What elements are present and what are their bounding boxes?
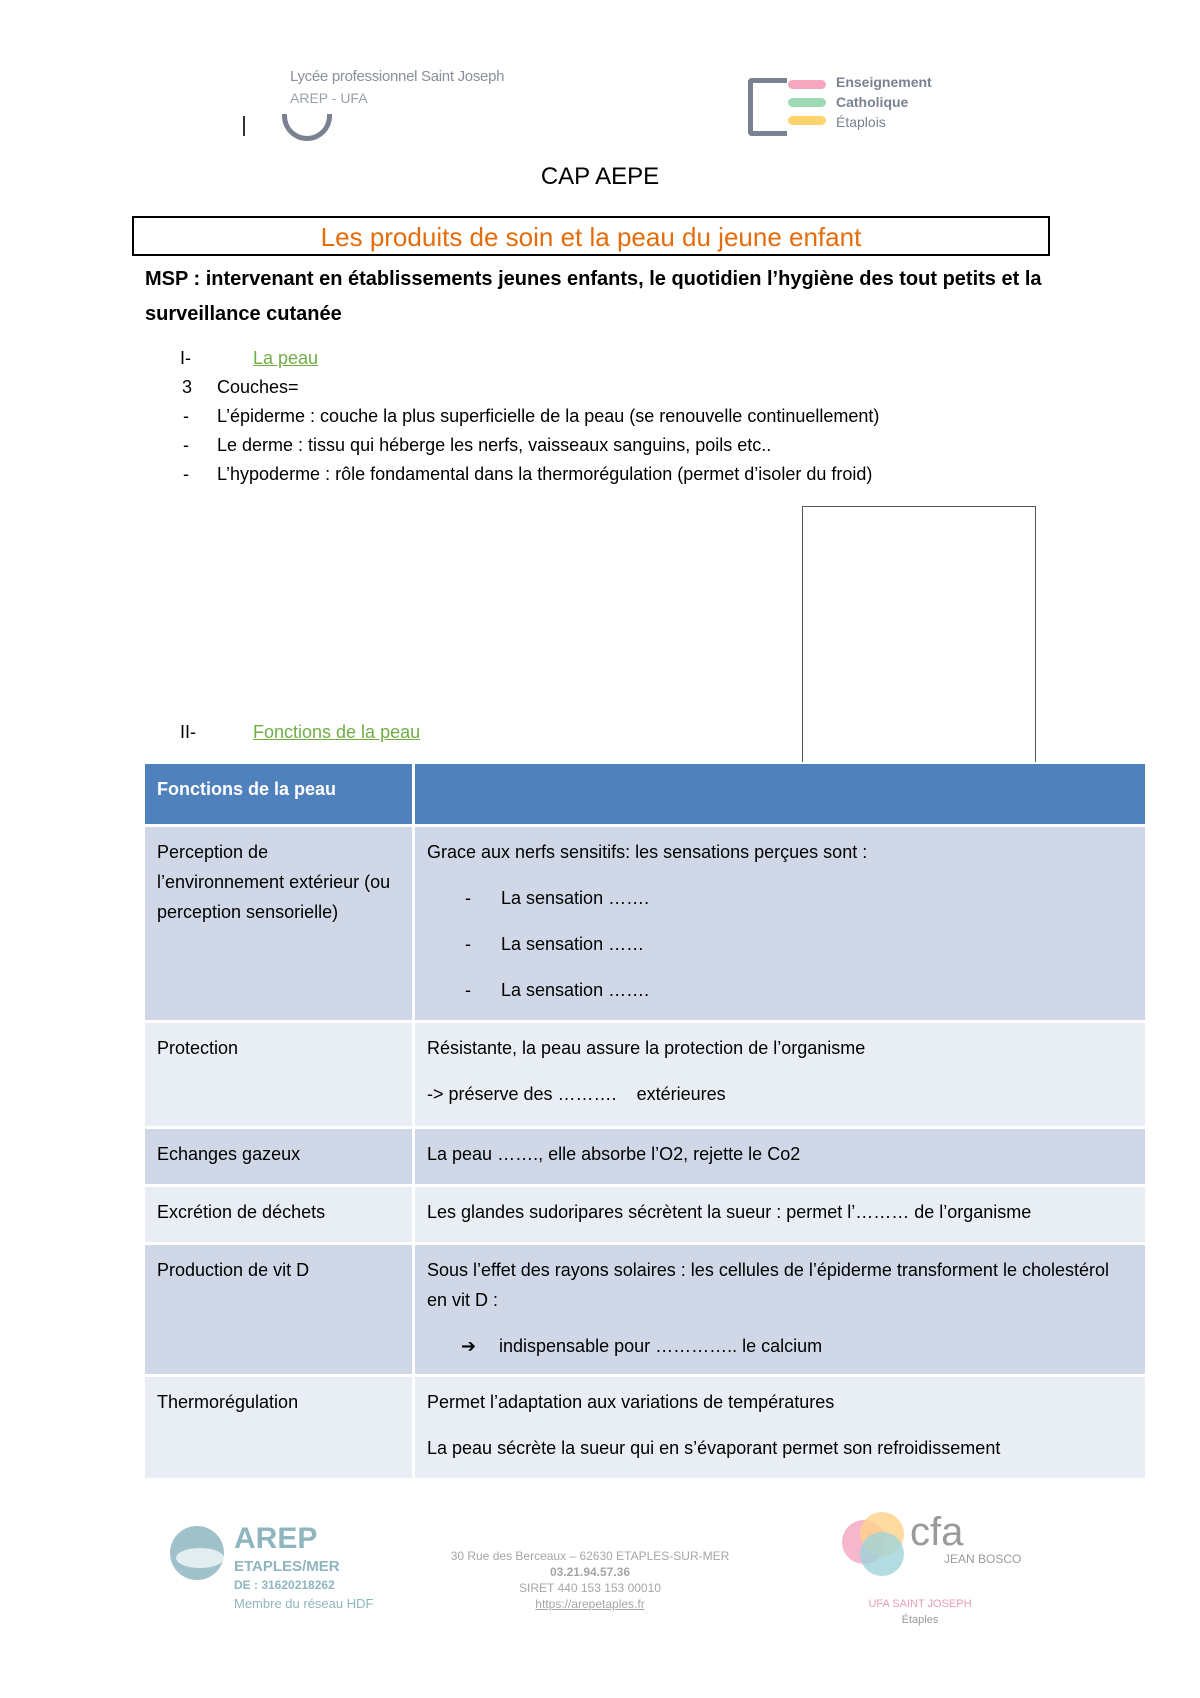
function-description [415,1020,1145,1126]
header-cell-empty [415,764,1145,824]
list-item: - La sensation ……. [427,975,1133,1005]
cfa-sub: JEAN BOSCO [944,1552,1022,1566]
document-title-box [132,216,1050,256]
ufa-name: UFA SAINT JOSEPH [868,1598,972,1610]
network-logo [748,72,948,142]
list-item: - La sensation ……. [427,883,1133,913]
exchanges-line: La peau ……., elle absorbe l’O2, rejette le Co2 [427,1144,801,1164]
layer-dermis: Le derme : tissu qui héberge les nerfs, vaisseaux sanguins, poils etc.. [217,435,772,455]
layers-intro: Couches= [217,377,299,397]
function-name: Production de vit D [145,1242,415,1374]
school-logo-arc-icon [282,114,332,141]
layer-hypodermis: L’hypoderme : rôle fondamental dans la thermorégulation (permet d’isoler du froid) [217,464,873,484]
function-name: Protection [145,1020,415,1126]
network-line-2: Catholique [836,94,909,110]
section2-number: II- [180,722,196,742]
sensation-blank-1: La sensation ……. [501,888,650,908]
text-cursor [243,116,245,136]
protection-line-2: -> préserve des ………. extérieures [427,1084,726,1104]
table-row [145,1126,1145,1184]
vitd-line-2: indispensable pour ………….. le calcium [499,1336,823,1356]
function-description [415,824,1145,1020]
cfa-name: cfa [910,1510,964,1554]
network-line-1: Enseignement [836,74,932,90]
table-row [145,1184,1145,1242]
table-row [145,1020,1145,1126]
function-description [415,1126,1145,1184]
ufa-city: Étaples [901,1614,939,1626]
footer-phone: 03.21.94.57.36 [549,1565,631,1579]
arep-de: DE : 31620218262 [234,1578,335,1592]
sensation-blank-2: La sensation …… [501,934,645,954]
msp-statement: MSP : intervenant en établissements jeunes enfants, le quotidien l’hygiène des tout petits et la surveillance cutanée [145,268,1042,325]
protection-line-1: Résistante, la peau assure la protection de l’organisme [427,1038,866,1058]
cfa-circle-teal-icon [860,1532,904,1576]
layer-epidermis: L’épiderme : couche la plus superficielle de la peau (se renouvelle continuellement) [217,406,880,426]
table-header-row [145,764,1145,824]
wave-yellow-icon [788,116,826,125]
arep-city: ETAPLES/MER [234,1558,340,1575]
skin-diagram-placeholder [802,506,1036,762]
layer-dash: - [183,406,189,426]
vitd-line-1: Sous l’effet des rayons solaires : les cellules de l’épiderme transforment le cholestérol en vit D : [427,1260,1110,1310]
perception-intro: Grace aux nerfs sensitifs: les sensations perçues sont : [427,842,868,862]
function-description [415,1374,1145,1478]
excretion-line: Les glandes sudoripares sécrètent la sueur : permet l’……… de l’organisme [427,1202,1032,1222]
layer-dash: - [183,464,189,484]
layers-count: 3 [182,377,193,397]
footer-website-link[interactable]: https://arepetaples.fr [535,1597,645,1611]
network-line-3: Étaplois [836,114,886,130]
function-description [415,1242,1145,1374]
arep-name: AREP [234,1522,318,1555]
course-title: CAP AEPE [540,163,660,190]
function-description [415,1184,1145,1242]
footer-contact [440,1548,740,1612]
thermo-line-1: Permet l’adaptation aux variations de températures [427,1392,835,1412]
table-row [145,1374,1145,1478]
header-cell-functions: Fonctions de la peau [145,764,415,824]
document-title: Les produits de soin et la peau du jeune enfant [320,222,862,252]
thermo-line-2: La peau sécrète la sueur qui en s’évaporant permet son refroidissement [427,1438,1001,1458]
arep-globe-highlight [176,1548,224,1568]
sensation-blank-3: La sensation ……. [501,980,650,1000]
wave-green-icon [788,98,826,107]
layer-dash: - [183,435,189,455]
arrow-right-icon: ➔ [461,1336,477,1356]
list-item [427,1331,1133,1361]
function-name: Echanges gazeux [145,1126,415,1184]
footer-siret: SIRET 440 153 153 00010 [519,1581,661,1595]
arep-member: Membre du réseau HDF [234,1596,374,1611]
table-row [145,824,1145,1020]
school-logo [270,62,530,142]
section2-heading: Fonctions de la peau [253,722,421,742]
section1-heading: La peau [253,348,319,368]
list-item: - La sensation …… [427,929,1133,959]
table-row [145,1242,1145,1374]
school-subtitle: AREP - UFA [290,90,368,106]
section1-number: I- [180,348,191,368]
skin-functions-table [145,764,1145,1478]
wave-pink-icon [788,80,826,89]
arep-logo [160,1520,420,1620]
school-name: Lycée professionnel Saint Joseph [290,68,505,85]
footer-address: 30 Rue des Berceaux – 62630 ETAPLES-SUR-MER [450,1549,730,1563]
function-name: Perception de l’environnement extérieur (ou perception sensorielle) [145,824,415,1020]
function-name: Thermorégulation [145,1374,415,1478]
network-bracket-icon [748,78,787,136]
cfa-logo [840,1510,1020,1630]
function-name: Excrétion de déchets [145,1184,415,1242]
